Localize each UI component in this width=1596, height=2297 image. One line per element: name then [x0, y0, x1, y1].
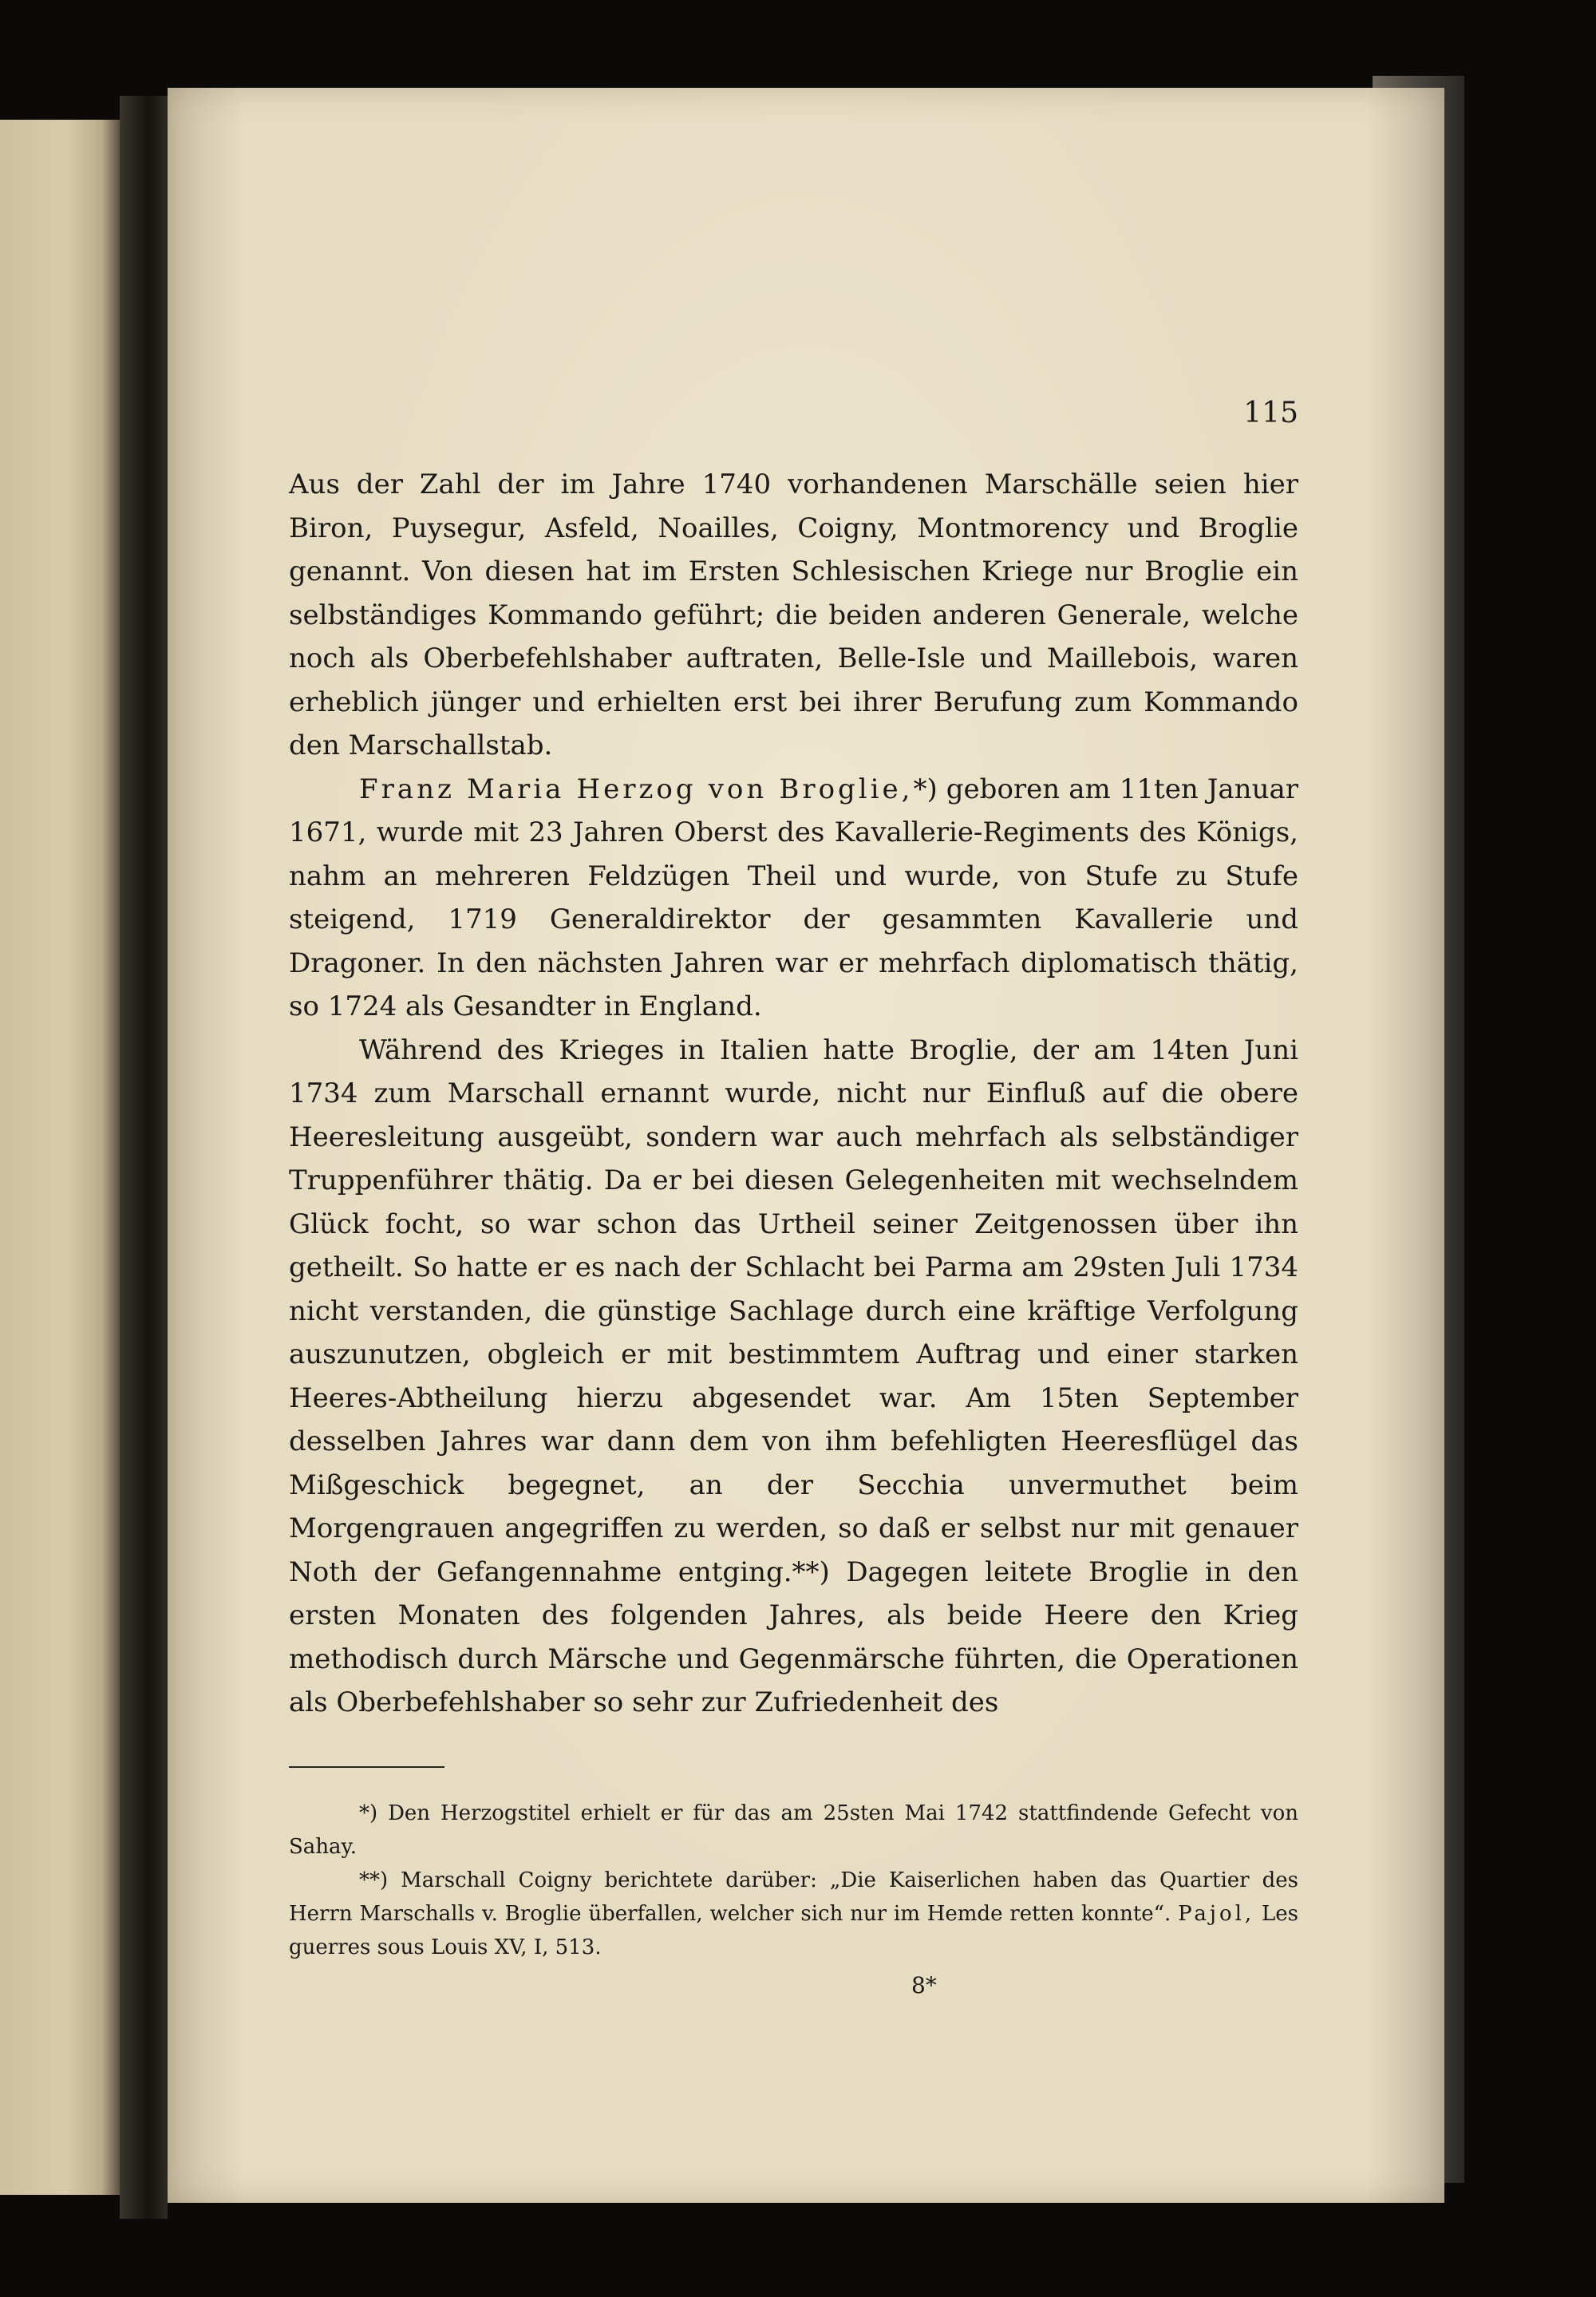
- person-name: Franz Maria Herzog von Broglie,: [359, 773, 914, 805]
- body-text: [289, 463, 1298, 1725]
- footnote-1: *) Den Herzogstitel erhielt er für das am 25sten Mai 1742 stattfindende Gefecht von Sahay.: [289, 1801, 1298, 1859]
- paragraph-3-text-a: Während des Krieges in Italien hatte Broglie, der am 14ten Juni 1734 zum Marschall ernannt wurde, nicht nur Einfluß auf die obere Heeresleitung ausgeübt, sondern war auch mehrfach als selbständiger Truppenführer thätig. Da er bei diesen Gelegenheiten mit wechselndem Glück focht, so war schon das Urtheil seiner Zeitgenossen über ihn getheilt. So hatte er es nach der Schlacht bei Parma am 29sten Juli 1734 nicht verstanden, die günstige Sachlage durch eine kräftige Verfolgung auszunutzen, obgleich er mit bestimmtem Auftrag und einer starken Heeres-Abtheilung hierzu abgesendet war. Am 15ten September desselben Jahres war dann dem von ihm befehligten Heeresflügel das Mißgeschick begegnet, an der Secchia unvermuthet beim Morgengrauen angegriffen zu werden, so daß er selbst nur mit genauer Noth der Gefangennahme entging.: [289, 1034, 1298, 1588]
- paragraph-1: Aus der Zahl der im Jahre 1740 vorhandenen Marschälle seien hier Biron, Puysegur, Asfeld, Noailles, Coigny, Montmorency und Broglie genannt. Von diesen hat im Ersten Schlesischen Kriege nur Broglie ein selbständiges Kommando geführt; die beiden anderen Generale, welche noch als Oberbefehlshaber auftraten, Belle-Isle und Maillebois, waren erheblich jünger und erhielten erst bei ihrer Berufung zum Kommando den Marschallstab.: [289, 468, 1298, 761]
- footnote-2: [289, 1864, 1298, 1964]
- footnote-ref-1: *): [913, 773, 938, 805]
- paragraph-2: [289, 768, 1298, 1029]
- footnote-2-text: **) Marschall Coigny berichtete darüber: „Die Kaiserlichen haben das Quartier des Herrn Marschalls v. Broglie überfallen, welcher sich nur im Hemde retten konnte“.: [289, 1868, 1298, 1926]
- book-gutter: [120, 96, 168, 2219]
- paragraph-3-text-b: Dagegen leitete Broglie in den ersten Monaten des folgenden Jahres, als beide Heere den Krieg methodisch durch Märsche und Gegenmärsche führten, die Operationen als Oberbefehlshaber so sehr zur Zufriedenheit des: [289, 1556, 1298, 1718]
- footnotes: [289, 1797, 1298, 1964]
- signature-mark: 8*: [911, 1971, 937, 1999]
- paragraph-2-text: geboren am 11ten Januar 1671, wurde mit 23 Jahren Oberst des Kavallerie-Regiments des Königs, nahm an mehreren Feldzügen Theil und wurde, von Stufe zu Stufe steigend, 1719 Generaldirektor der gesammten Kavallerie und Dragoner. In den nächsten Jahren war er mehrfach diplomatisch thätig, so 1724 als Gesandter in England.: [289, 773, 1298, 1022]
- footnote-2-citation: Les guerres sous Louis XV, I, 513.: [289, 1901, 1299, 1959]
- footnote-2-author: Pajol,: [1178, 1901, 1255, 1926]
- book-page: [168, 88, 1444, 2203]
- footnote-ref-2: **): [792, 1556, 830, 1588]
- paragraph-3: [289, 1029, 1298, 1725]
- page-number: 115: [1243, 397, 1298, 429]
- left-page-edge: [0, 120, 120, 2195]
- footnote-divider: [289, 1766, 444, 1768]
- text-block: [289, 397, 1299, 2002]
